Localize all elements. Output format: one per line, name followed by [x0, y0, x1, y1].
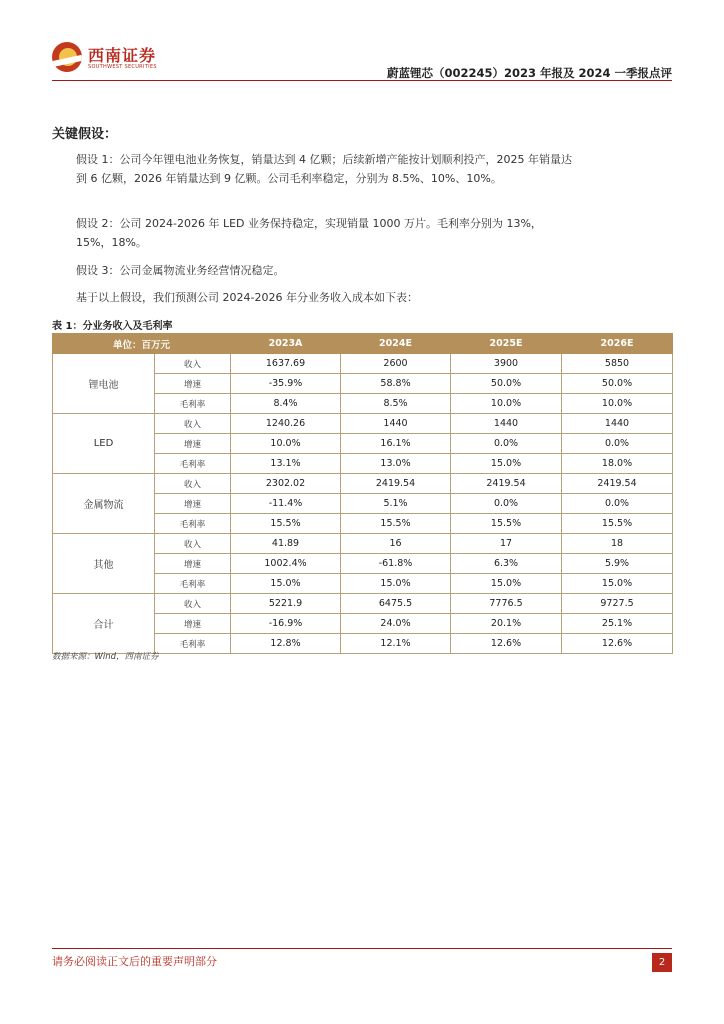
- value-cell: 15.0%: [562, 574, 673, 594]
- metric-name-cell: 收入: [155, 474, 231, 494]
- segment-name-cell: 其他: [53, 534, 155, 594]
- value-cell: 15.0%: [451, 574, 562, 594]
- column-header: 2023A: [231, 334, 341, 354]
- column-header: 2026E: [562, 334, 673, 354]
- table-row: [53, 474, 673, 494]
- value-cell: 6.3%: [451, 554, 562, 574]
- paragraph-forecast-intro: 基于以上假设，我们预测公司 2024-2026 年分业务收入成本如下表：: [76, 291, 418, 304]
- value-cell: 8.4%: [231, 394, 341, 414]
- value-cell: 25.1%: [562, 614, 673, 634]
- revenue-margin-table: [52, 333, 672, 654]
- value-cell: 6475.5: [341, 594, 451, 614]
- metric-name-cell: 毛利率: [155, 634, 231, 654]
- value-cell: 13.1%: [231, 454, 341, 474]
- section-title: 关键假设：: [52, 127, 118, 142]
- value-cell: 3900: [451, 354, 562, 374]
- value-cell: 10.0%: [451, 394, 562, 414]
- logo-english-name: SOUTHWEST SECURITIES: [88, 64, 157, 70]
- footer-divider: [52, 948, 672, 949]
- logo-emblem-icon: [52, 42, 82, 72]
- value-cell: 2419.54: [451, 474, 562, 494]
- unit-header-cell: 单位：百万元: [53, 334, 231, 354]
- value-cell: -61.8%: [341, 554, 451, 574]
- value-cell: 7776.5: [451, 594, 562, 614]
- value-cell: 2600: [341, 354, 451, 374]
- value-cell: 15.0%: [231, 574, 341, 594]
- metric-name-cell: 增速: [155, 434, 231, 454]
- metric-name-cell: 收入: [155, 414, 231, 434]
- table-row: [53, 534, 673, 554]
- value-cell: 9727.5: [562, 594, 673, 614]
- value-cell: 15.0%: [341, 574, 451, 594]
- logo-chinese-name: 西南证券: [88, 46, 157, 65]
- metric-name-cell: 收入: [155, 594, 231, 614]
- value-cell: -16.9%: [231, 614, 341, 634]
- metric-name-cell: 毛利率: [155, 574, 231, 594]
- value-cell: 1637.69: [231, 354, 341, 374]
- paragraph-assumption-3: 假设 3：公司金属物流业务经营情况稳定。: [76, 264, 285, 277]
- metric-name-cell: 毛利率: [155, 454, 231, 474]
- value-cell: 17: [451, 534, 562, 554]
- value-cell: 8.5%: [341, 394, 451, 414]
- footer-disclaimer: 请务必阅读正文后的重要声明部分: [52, 955, 217, 968]
- value-cell: 5221.9: [231, 594, 341, 614]
- value-cell: 1240.26: [231, 414, 341, 434]
- value-cell: 16: [341, 534, 451, 554]
- value-cell: 1440: [451, 414, 562, 434]
- value-cell: 15.0%: [451, 454, 562, 474]
- table-row: [53, 414, 673, 434]
- value-cell: 0.0%: [451, 434, 562, 454]
- segment-name-cell: LED: [53, 414, 155, 474]
- segment-name-cell: 合计: [53, 594, 155, 654]
- column-header: 2025E: [451, 334, 562, 354]
- table-body: [53, 354, 673, 654]
- value-cell: 12.8%: [231, 634, 341, 654]
- data-source-note: 数据来源：Wind，西南证券: [52, 652, 159, 662]
- metric-name-cell: 毛利率: [155, 394, 231, 414]
- value-cell: 5850: [562, 354, 673, 374]
- company-logo: [52, 42, 172, 76]
- value-cell: 16.1%: [341, 434, 451, 454]
- value-cell: 15.5%: [341, 514, 451, 534]
- value-cell: 2419.54: [341, 474, 451, 494]
- metric-name-cell: 收入: [155, 534, 231, 554]
- metric-name-cell: 增速: [155, 494, 231, 514]
- segment-name-cell: 锂电池: [53, 354, 155, 414]
- table-title: 表 1：分业务收入及毛利率: [52, 321, 173, 332]
- value-cell: 1440: [562, 414, 673, 434]
- value-cell: 2419.54: [562, 474, 673, 494]
- value-cell: 15.5%: [562, 514, 673, 534]
- value-cell: 15.5%: [231, 514, 341, 534]
- value-cell: 50.0%: [562, 374, 673, 394]
- value-cell: 15.5%: [451, 514, 562, 534]
- table-header-row: [53, 334, 673, 354]
- value-cell: 18.0%: [562, 454, 673, 474]
- value-cell: 50.0%: [451, 374, 562, 394]
- value-cell: 5.9%: [562, 554, 673, 574]
- metric-name-cell: 增速: [155, 554, 231, 574]
- value-cell: 12.6%: [562, 634, 673, 654]
- value-cell: 10.0%: [231, 434, 341, 454]
- value-cell: 20.1%: [451, 614, 562, 634]
- value-cell: -35.9%: [231, 374, 341, 394]
- value-cell: -11.4%: [231, 494, 341, 514]
- paragraph-assumption-2: 假设 2：公司 2024-2026 年 LED 业务保持稳定，实现销量 1000 万片。毛利率分别为 13%，15%，18%。: [76, 217, 542, 249]
- value-cell: 58.8%: [341, 374, 451, 394]
- column-header: 2024E: [341, 334, 451, 354]
- value-cell: 1440: [341, 414, 451, 434]
- value-cell: 0.0%: [562, 434, 673, 454]
- segment-name-cell: 金属物流: [53, 474, 155, 534]
- value-cell: 2302.02: [231, 474, 341, 494]
- paragraph-assumption-1: 假设 1：公司今年锂电池业务恢复，销量达到 4 亿颗；后续新增产能按计划顺利投产，2025 年销量达到 6 亿颗，2026 年销量达到 9 亿颗。公司毛利率稳定，分别为 8.5%、10%、10%。: [76, 153, 572, 185]
- value-cell: 0.0%: [451, 494, 562, 514]
- value-cell: 0.0%: [562, 494, 673, 514]
- value-cell: 13.0%: [341, 454, 451, 474]
- table-row: [53, 594, 673, 614]
- table-row: [53, 354, 673, 374]
- value-cell: 12.6%: [451, 634, 562, 654]
- page-number: 2: [652, 953, 672, 972]
- metric-name-cell: 增速: [155, 374, 231, 394]
- value-cell: 1002.4%: [231, 554, 341, 574]
- metric-name-cell: 收入: [155, 354, 231, 374]
- value-cell: 24.0%: [341, 614, 451, 634]
- metric-name-cell: 增速: [155, 614, 231, 634]
- metric-name-cell: 毛利率: [155, 514, 231, 534]
- value-cell: 12.1%: [341, 634, 451, 654]
- value-cell: 10.0%: [562, 394, 673, 414]
- header-divider: [52, 80, 672, 81]
- value-cell: 41.89: [231, 534, 341, 554]
- value-cell: 18: [562, 534, 673, 554]
- value-cell: 5.1%: [341, 494, 451, 514]
- report-title: 蔚蓝锂芯（002245）2023 年报及 2024 一季报点评: [386, 66, 672, 80]
